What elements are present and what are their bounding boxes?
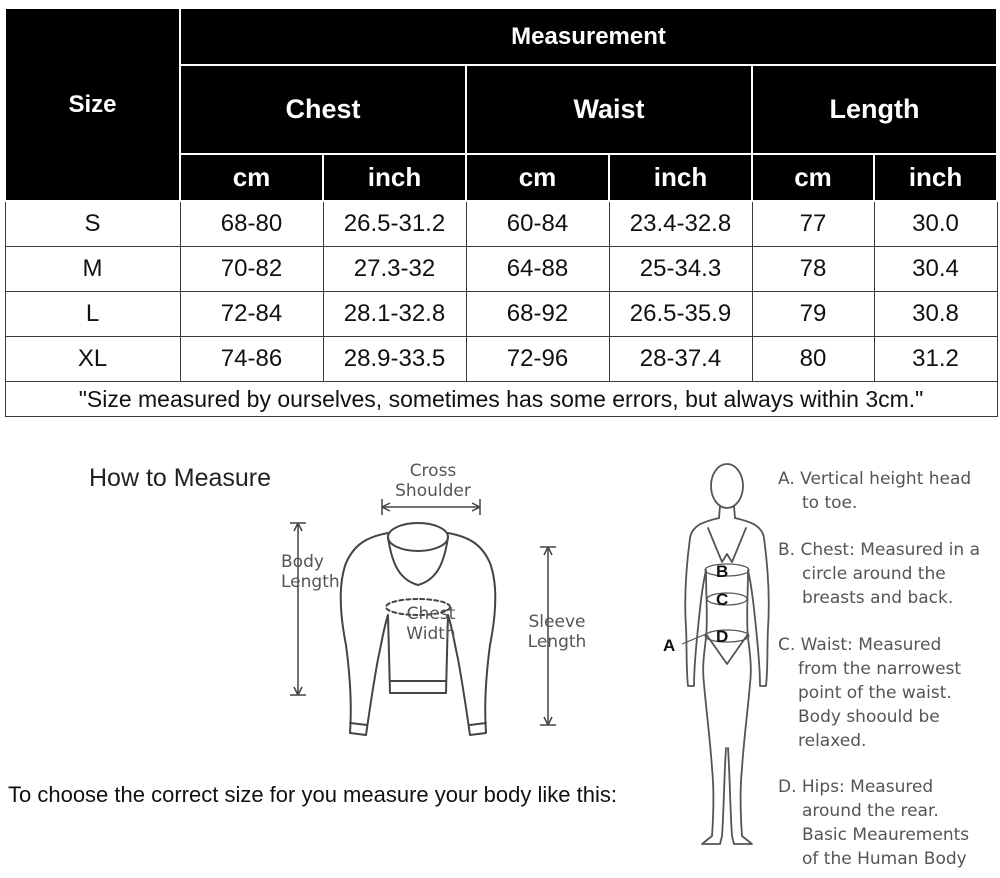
table-cell: 68-92 <box>466 292 609 337</box>
head-outline <box>711 464 743 508</box>
sleeve-length-label: Sleeve Length <box>527 612 587 652</box>
table-cell: 26.5-31.2 <box>323 201 466 247</box>
table-cell: 27.3-32 <box>323 247 466 292</box>
table-row <box>5 247 997 292</box>
unit-header: inch <box>874 154 997 201</box>
table-cell: 77 <box>752 201 874 247</box>
unit-header: inch <box>323 154 466 201</box>
table-cell: 23.4-32.8 <box>609 201 752 247</box>
choose-size-instruction: To choose the correct size for you measure your body like this: <box>8 782 617 807</box>
measurement-notes <box>778 467 998 871</box>
body-letter-d: D <box>716 627 729 646</box>
unit-header: inch <box>609 154 752 201</box>
waist-header: Waist <box>466 65 752 154</box>
table-cell: 60-84 <box>466 201 609 247</box>
body-letter-b: B <box>716 562 729 581</box>
size-note: "Size measured by ourselves, sometimes has some errors, but always within 3cm." <box>5 382 997 417</box>
note-d: D. Hips: Measured around the rear. Basic Meaurements of the Human Body <box>778 777 970 869</box>
size-cell: M <box>5 247 180 292</box>
table-cell: 30.4 <box>874 247 997 292</box>
table-cell: 26.5-35.9 <box>609 292 752 337</box>
cross-shoulder-label: Cross Shoulder <box>395 461 471 501</box>
unit-header: cm <box>752 154 874 201</box>
length-header: Length <box>752 65 997 154</box>
chest-width-label: Chest Width <box>406 604 456 644</box>
body-letter-a: A <box>663 636 676 655</box>
body-length-label: Body Length <box>281 552 340 592</box>
body-diagram <box>672 458 782 858</box>
measurement-header: Measurement <box>180 8 997 65</box>
size-cell: S <box>5 201 180 247</box>
note-c: C. Waist: Measured from the narrowest point of the waist. Body shoould be relaxed. <box>778 635 962 751</box>
size-chart-table <box>4 7 998 417</box>
table-cell: 80 <box>752 337 874 382</box>
table-cell: 64-88 <box>466 247 609 292</box>
table-cell: 28.9-33.5 <box>323 337 466 382</box>
table-row <box>5 201 997 247</box>
table-cell: 68-80 <box>180 201 323 247</box>
table-cell: 78 <box>752 247 874 292</box>
cuff-left <box>350 723 367 725</box>
note-row <box>5 382 997 417</box>
table-cell: 72-96 <box>466 337 609 382</box>
unit-header: cm <box>466 154 609 201</box>
table-cell: 31.2 <box>874 337 997 382</box>
table-cell: 28-37.4 <box>609 337 752 382</box>
unit-header: cm <box>180 154 323 201</box>
table-cell: 70-82 <box>180 247 323 292</box>
size-cell: XL <box>5 337 180 382</box>
table-cell: 79 <box>752 292 874 337</box>
size-header: Size <box>5 8 180 201</box>
table-cell: 25-34.3 <box>609 247 752 292</box>
neckline-outline <box>388 537 448 585</box>
table-cell: 74-86 <box>180 337 323 382</box>
chest-header: Chest <box>180 65 466 154</box>
cuff-right <box>470 723 486 725</box>
table-cell: 72-84 <box>180 292 323 337</box>
note-b: B. Chest: Measured in a circle around the breasts and back. <box>778 540 980 608</box>
table-cell: 28.1-32.8 <box>323 292 466 337</box>
body-letter-c: C <box>716 590 729 609</box>
note-a: A. Vertical height head to toe. <box>778 469 972 513</box>
collar-outline <box>388 523 448 551</box>
table-cell: 30.8 <box>874 292 997 337</box>
table-row <box>5 337 997 382</box>
table-cell: 30.0 <box>874 201 997 247</box>
how-to-measure-title: How to Measure <box>89 464 272 492</box>
table-row <box>5 292 997 337</box>
size-cell: L <box>5 292 180 337</box>
